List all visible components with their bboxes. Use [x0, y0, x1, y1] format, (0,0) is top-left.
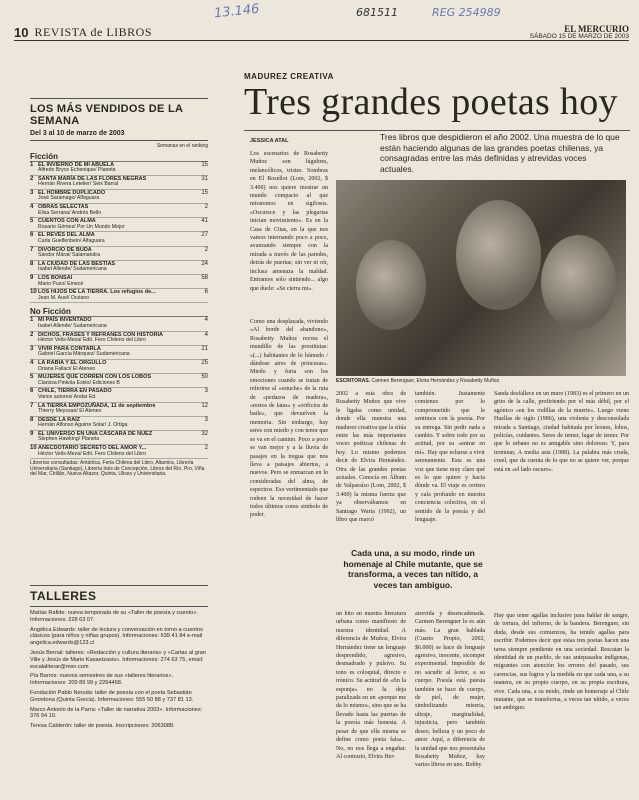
book-info — [38, 361, 194, 372]
article-byline: JESSICA ATAL — [250, 138, 289, 144]
workshop-item: Fundación Pablo Neruda: taller de poesía con el poeta Sebastián Grondona (Quinta Grecia). Informaciones: 555 50 88 y 737 81 13. — [30, 689, 194, 703]
book-author: Héctor Velis-Meza/ Edit. Fero Chileno del Libro — [38, 337, 146, 344]
rank-number: 10 — [30, 289, 37, 296]
rank-number: 10 — [30, 445, 37, 452]
nonfiction-heading: No Ficción — [30, 307, 208, 317]
book-author: Oriana Fallaci/ El Ateneo — [38, 365, 96, 372]
rank-number: 8 — [30, 260, 34, 267]
page-header — [14, 22, 629, 41]
weeks-count: 3 — [204, 388, 208, 395]
rank-number: 9 — [30, 275, 34, 281]
book-author: Isabel Allende/ Sudamericana — [38, 266, 107, 273]
book-title: OBRAS SELECTAS — [38, 204, 89, 211]
book-info — [38, 205, 194, 216]
book-title: EL UNIVERSO EN UNA CÁSCARA DE NUEZ — [38, 430, 153, 437]
weeks-count: 41 — [201, 218, 208, 225]
rank-number: 6 — [30, 388, 34, 395]
book-info — [38, 248, 194, 259]
book-author: Elisa Serrana/ Andrés Bello — [38, 209, 102, 216]
book-info — [38, 276, 194, 287]
workshops-list — [30, 610, 208, 730]
bestseller-item — [30, 417, 208, 431]
book-author: Sándor Márai/ Salamandra — [38, 252, 100, 259]
weeks-count: 31 — [201, 175, 208, 182]
book-info — [38, 404, 194, 415]
weeks-count: 6 — [204, 289, 208, 296]
pull-quote: Cada una, a su modo, rinde un homenaje al Chile mutante, que se transforma, a veces tan nítido, a veces tan ambiguo. — [343, 548, 483, 590]
book-info — [38, 432, 194, 443]
book-author: Alfredo Bryce Echenique/ Planeta — [38, 167, 116, 174]
book-info — [38, 233, 194, 244]
book-author: Mario Puzo/ Emecé — [38, 280, 84, 287]
photo-caption-label: ESCRITORAS. — [336, 378, 371, 384]
book-author: Thierry Meyssan/ El Ateneo — [38, 408, 102, 415]
rank-number: 4 — [30, 204, 34, 211]
book-author: Hernán Alfonso Aguirre Solar/ J. Ortiga — [38, 422, 128, 429]
bestseller-item — [30, 360, 208, 374]
weeks-count: 2 — [204, 445, 208, 452]
book-title: LA TIERRA EMPOZUÑADA, 11 de septiembre — [38, 402, 156, 409]
bestseller-item — [30, 317, 208, 331]
article-kicker: MADUREZ CREATIVA — [244, 72, 334, 81]
bestseller-item — [30, 374, 208, 388]
weeks-count: 50 — [201, 374, 208, 381]
book-title: MUJERES QUE CORREN CON LOS LOBOS — [38, 374, 152, 381]
bestseller-item — [30, 261, 208, 275]
bestsellers-box — [30, 98, 208, 478]
rank-number: 5 — [30, 374, 34, 381]
book-info — [38, 333, 194, 344]
weeks-count: 25 — [201, 359, 208, 366]
book-author: Varios autores/ Andar Ed. — [38, 393, 97, 400]
rank-number: 2 — [30, 331, 34, 338]
publication-info — [530, 26, 629, 40]
weeks-count: 2 — [204, 204, 208, 211]
book-author: José Saramago/ Alfaguara — [38, 195, 100, 202]
bestseller-item — [30, 403, 208, 417]
photo-caption — [336, 378, 626, 384]
page-number: 10 — [14, 25, 29, 40]
workshops-box — [30, 585, 208, 733]
workshop-item: Angélica Edwards: taller de lectura y conversación en torno a cuentos clásicos (para niños y niñas grupos). Informaciones: 639 41 84 e-mail angelica.edwards@123.cl — [30, 626, 203, 647]
fiction-heading: Ficción — [30, 152, 208, 162]
book-author: Héctor Velis-Meza/ Edit. Fero Chileno del Libro — [38, 450, 146, 457]
book-title: MI PAÍS INVENTADO — [38, 317, 92, 324]
bookstores-note: Librerías consultadas: Antártica, Feria Chilena del Libro, Altamira, Librería Universitaria (Santiago), Librería Inés de Concepción, Libros del Río, Pro, Viña del Mar, Chillán, Nueva Altazor, Quinta, Ulises y Universitaria. — [30, 460, 205, 478]
rank-number: 4 — [30, 359, 34, 366]
book-info — [38, 446, 194, 457]
bestseller-item — [30, 232, 208, 246]
rank-number: 7 — [30, 402, 34, 409]
book-title: DICHOS, FRASES Y REFRANES CON HISTORIA — [38, 331, 163, 338]
title-rule — [244, 130, 630, 131]
book-info — [38, 177, 194, 188]
book-title: VIVIR PARA CONTARLA — [38, 345, 101, 352]
poets-photo — [336, 180, 626, 376]
bestseller-item — [30, 289, 208, 303]
rank-number: 8 — [30, 416, 34, 423]
rank-number: 6 — [30, 232, 34, 239]
publication-date: SÁBADO 15 DE MARZO DE 2003 — [529, 33, 629, 40]
book-author: Jean M. Auel/ Océano — [38, 294, 90, 301]
article-title: Tres grandes poetas hoy — [244, 81, 618, 123]
rank-number: 9 — [30, 430, 34, 437]
bestseller-item — [30, 332, 208, 346]
book-info — [38, 262, 194, 273]
book-info — [38, 191, 194, 202]
book-title: CHILE, TIERRA EN PASADO — [38, 388, 112, 395]
bestseller-item — [30, 247, 208, 261]
book-title: LA CIUDAD DE LAS BESTIAS — [38, 260, 116, 267]
bestseller-item — [30, 431, 208, 445]
weeks-count: 15 — [201, 189, 208, 196]
workshop-item: Marco Antonio de la Parra: «Taller de narrativa 2003». Informaciones: 376 94 10. — [30, 706, 203, 720]
weeks-count: 15 — [201, 161, 208, 168]
book-info — [38, 290, 194, 301]
bestseller-item — [30, 176, 208, 190]
book-info — [38, 318, 194, 329]
book-author: Hernán Rivera Letelier/ Seix Barral — [38, 181, 119, 188]
book-title: ANECDOTARIO SECRETO DEL AMOR Y... — [38, 445, 147, 452]
article-column-2: Como una desplazada, viviendo «Al borde del abandono», Rosabetty Muñoz recrea el mundillo de las prostitutas: «(...) habitantes de lo húmedo / dándose aires de princesas». Miedo y furia son los emociones cuando se tratan de referirse al «estuche» de la ruta de «pedazos de madera», «restos de latas» y «orificios de baile», que devuelven la memoria. Sin embargo, hay seres con miedo y con tenor que se va en el camino. Poco a poco se van mejor y a la lluvia de pasajes en la tregua que nos lleva a paisajes abiertos, a nuevos. Pero se enmarcan en lo consideradas del alma, de espectros. Eso vertimentado que rodeen la necesidad de hacer todos últimos como simbolo de poder. — [250, 319, 328, 519]
handwritten-note-c: REG 254989 — [432, 6, 501, 19]
book-info — [38, 219, 194, 230]
book-author: Rosario Gómez/ Por Un Mundo Mejor — [38, 223, 125, 230]
bestsellers-dates: Del 3 al 10 de marzo de 2003 — [30, 130, 208, 141]
book-author: Clarissa Pinkola Estés/ Ediciones B — [38, 379, 120, 386]
bestsellers-title: LOS MÁS VENDIDOS DE LA SEMANA — [30, 98, 208, 127]
rank-number: 3 — [30, 189, 34, 196]
book-title: DESDE LA RAÍZ — [38, 416, 80, 423]
book-title: DIVORCIO DE BUDA — [38, 246, 92, 253]
weeks-label: Semanas en el ranking — [156, 143, 208, 149]
bestseller-item — [30, 204, 208, 218]
article-column-1: Los escenarios de Rosabetty Muñoz son lúgubres, melancólicos, tristes. Sombras en El Rosellot (Lom, 2002, $ 3.400) nos quiere mostrar un mundo compacto al que miraremos en sigilosos. «Oscurece y las plegarias inician movimiento». Es en la Casa de Citas, en la que nos vamos internando poco a poco, avanzando siempre con la mirada a través de las paredes, detrás de puertas; sin ver ni oír, inclusa amenaza la maldad. Entramos solo sintiendo... algo que duele: «Se cierra mi». — [250, 151, 328, 292]
workshop-item: Teresa Calderón: taller de poesía. Inscripciones: 2063088. — [30, 723, 175, 730]
weeks-count: 2 — [204, 246, 208, 253]
book-title: LOS BONSAI — [38, 275, 73, 281]
article-column-7: atrevida y desencadenada. Carmen Berenguer lo es aún más. La gran hablada (Cuarto Propio, 2002, $6.000) se hace de lenguaje agresivo, inocente, sicomper experimental. Imposible de no sacudir al lector, a su cuerpo. Poesía está puesta también se hace de cuerpo, de piel, de mujer, simbolizando miseria, ultraje, marginalidad, injusticia, pero también deseo, belleza y un poco de amor. Aquí, a diferencia de la unidad que nos presentaba Rosabetty Muñoz, hay varios libros en uno. Bobby — [415, 611, 485, 769]
weeks-count: 4 — [204, 317, 208, 324]
bestseller-item — [30, 388, 208, 402]
book-author: Stephen Hawking/ Planeta — [38, 436, 100, 443]
rank-number: 7 — [30, 246, 34, 253]
photo-caption-text: Carmen Berenguer, Elvira Hernández y Rosabetty Muñoz. — [371, 378, 501, 384]
weeks-count: 58 — [201, 275, 208, 281]
rank-number: 1 — [30, 317, 34, 324]
book-author: Isabel Allende/ Sudamericana — [38, 322, 107, 329]
book-author: Gabriel García Márquez/ Sudamericana — [38, 351, 130, 358]
workshop-item: Pía Barros: nuevos semestres de sus «talleres literarios». Informaciones: 209 89 99 y 2264468. — [30, 673, 174, 687]
bestseller-item — [30, 190, 208, 204]
weeks-count: 27 — [201, 232, 208, 239]
book-info — [38, 347, 194, 358]
handwritten-note-a: 13.146 — [213, 1, 261, 22]
article-column-4: también. Justamente comienzo por lo comprometido que le sentimos con la poesía. Por su entrega. Sin pedir nada a cambio. Y sobre todo por su actitud, por su «entrar en mí». Hay que echarse a vivir serenamente. Esta es una voz que tiene muy claro qué es lo que quiere y hacia dónde va. El viaje es certero y cala profundo en nuestra conciencia colectiva, en el sentido de la poesía y del lenguaje. — [415, 391, 485, 524]
book-info — [38, 418, 194, 429]
book-title: SANTA MARÍA DE LAS FLORES NEGRAS — [38, 175, 147, 182]
book-title: EL REVÉS DEL ALMA — [38, 232, 95, 239]
weeks-count: 21 — [201, 345, 208, 352]
book-info — [38, 163, 194, 174]
book-title: EL INVIERNO DE MI ABUELA — [38, 161, 115, 168]
book-author: Carla Guelfenbein/ Alfaguara — [38, 238, 105, 245]
weeks-count: 32 — [201, 430, 208, 437]
article-column-5: Sanda desfallece en un muro (1983) es el primero en un grito de la calle, profiriendo por el más débil, por el agónico «en los rodillas de la muerte». Luego viene Huellas de siglo (1986), una violenta y desconsolada mirada a Santiago, ciudad habitada por leones, lobos, policías, cuidantes. Seres de temer, lugar de temer. Por que lo urbano no es amigable sino doloroso. Y, para terminar, A media asta (1988). La palabra más cruda, cruel, que da cuenta de lo que no se quiere ver, porque está en «el lado oscuro». — [494, 391, 629, 473]
weeks-count: 4 — [204, 331, 208, 338]
rank-number: 5 — [30, 218, 34, 225]
bestseller-item — [30, 346, 208, 360]
rank-number: 2 — [30, 175, 34, 182]
publication-name: EL MERCURIO — [564, 24, 629, 34]
book-title: CUENTOS CON ALMA — [38, 218, 96, 225]
bestseller-item — [30, 445, 208, 459]
fiction-list — [30, 162, 208, 304]
article-column-3: 2002 a esta obra de Rosabetty Muñoz que vive le ligaba como unidad, donde ella muestra una madurez creativa que la sitúa entre las más importantes voces poéticas chilenas de hoy. Lo mismo podemos decir de Elvira Hernández. Otra de las grandes poetas actuales. Conocía en Álbum de Valparaíso (Lom, 2002, $ 3.400) la misma fuerza que ya observábamos en Santiago Waria (1992), un libro que marcó — [336, 391, 406, 524]
bestseller-item — [30, 162, 208, 176]
article-column-8: Hay que tener agallas inclusive para hablar de sangre, de tortura, del infierno, de la bandera. Berenguer, sin duda, desde sus comienzos, ha tenido agallas para escribir. Podemos decir que estas tres poetas hacen una tarea siempre pendiente en una sociedad. Rescatan la identidad de un pueblo, de sus antepasados indígenas, migrantes con atención los errores del pasado, sus carencias, sus logros y la medida en que cada una, a su manera, en su propio cuerpo, en su propia escritura, vive. Cada una, a su modo, rinde un homenaje al Chile mutante, que se transforma, a veces tan nítido, a veces tan ambiguo. — [494, 613, 629, 712]
workshops-title: TALLERES — [30, 585, 208, 607]
section-name: REVISTA de LIBROS — [34, 25, 153, 39]
article-lead: Tres libros que despidieron el año 2002. Una muestra de lo que están haciendo algunas de las grandes poetas chilenas, ya consagradas entre las más definidas y atrevidas voces actuales. — [380, 132, 620, 174]
rank-number: 1 — [30, 161, 34, 168]
workshop-item: Matías Rafide: nueva temporada de su «Taller de poesía y cuento». Informaciones: 228 63 07. — [30, 610, 198, 623]
rank-number: 3 — [30, 345, 34, 352]
article-column-6: un hito en nuestra literatura urbana como manifiesto de nuestra identidad. A diferencia de Muñoz, Elvira Hernández tiene un lenguaje desprendido, agresivo, desmadrado y pulsivo. Su tono es coloquial, directo e irónico. Su actitud de «fin la esponja» no la deja paralizada en un «porque me da lo mismo», sino que se ha llevado hasta las puertas de la poesía más honesta. A pesar de que ella misma se define como poeta falsa... No, no nos llega a engañar. Al contrario, Elvira Her- — [336, 611, 406, 760]
book-info — [38, 375, 194, 386]
weeks-count: 12 — [201, 402, 208, 409]
bestseller-item — [30, 218, 208, 232]
weeks-count: 3 — [204, 416, 208, 423]
book-title: LA RABIA Y EL ORGULLO — [38, 359, 107, 366]
bestseller-item — [30, 275, 208, 289]
workshop-item: Jesús Bernal: talleres: «Redacción y cultura literaria» y «Cartas al gran Ville y Jesús de Mario Kasaetzasis». Informaciones: 274 63 75, email: escalaliterar@msn.com — [30, 649, 206, 670]
nonfiction-list — [30, 317, 208, 459]
book-title: LOS HIJOS DE LA TIERRA. Los refugios de... — [38, 289, 156, 296]
book-title: EL HOMBRE DUPLICADO — [38, 189, 106, 196]
weeks-count: 24 — [201, 260, 208, 267]
book-info — [38, 389, 194, 400]
handwritten-note-b: 681511 — [356, 6, 398, 19]
